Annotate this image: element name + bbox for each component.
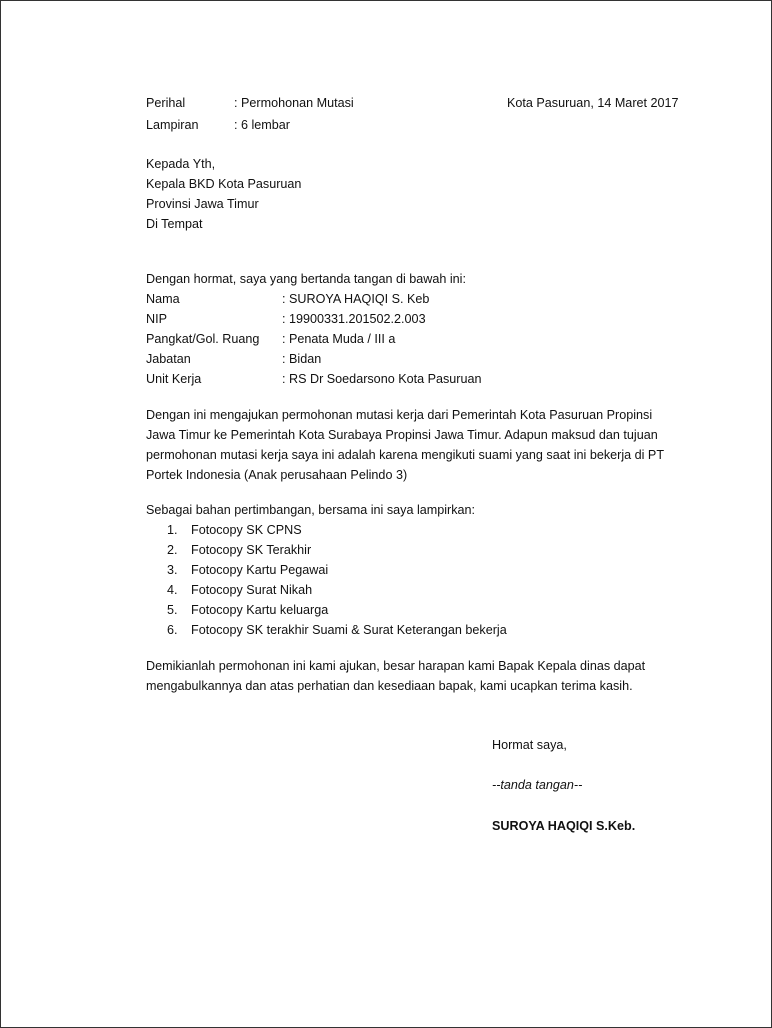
attachment-item: Fotocopy Kartu Pegawai bbox=[191, 563, 329, 577]
attachment-number: 4. bbox=[167, 583, 178, 597]
attachment-item: Fotocopy Surat Nikah bbox=[191, 583, 313, 597]
lampiran-value: : 6 lembar bbox=[234, 118, 290, 132]
attachment-item: Fotocopy SK Terakhir bbox=[191, 543, 312, 557]
identity-label: Jabatan bbox=[146, 352, 191, 366]
attachment-item: Fotocopy Kartu keluarga bbox=[191, 603, 329, 617]
identity-value: : Penata Muda / III a bbox=[282, 332, 396, 346]
recipient-line: Provinsi Jawa Timur bbox=[146, 197, 259, 211]
signature-greeting: Hormat saya, bbox=[492, 738, 567, 752]
intro-text: Dengan hormat, saya yang bertanda tangan di bawah ini: bbox=[146, 272, 466, 286]
attachments-intro: Sebagai bahan pertimbangan, bersama ini saya lampirkan: bbox=[146, 503, 476, 517]
attachment-item: Fotocopy SK CPNS bbox=[191, 523, 302, 537]
attachment-number: 3. bbox=[167, 563, 178, 577]
identity-value: : SUROYA HAQIQI S. Keb bbox=[282, 292, 430, 306]
body-paragraph-line: permohonan mutasi kerja saya ini adalah karena mengikuti suami yang saat ini bekerja di PT bbox=[146, 448, 665, 462]
identity-value: : RS Dr Soedarsono Kota Pasuruan bbox=[282, 372, 482, 386]
identity-label: Pangkat/Gol. Ruang bbox=[146, 332, 260, 346]
attachment-number: 6. bbox=[167, 623, 178, 637]
identity-value: : Bidan bbox=[282, 352, 322, 366]
attachment-number: 1. bbox=[167, 523, 178, 537]
recipient-line: Kepala BKD Kota Pasuruan bbox=[146, 177, 302, 191]
recipient-line: Di Tempat bbox=[146, 217, 203, 231]
recipient-line: Kepada Yth, bbox=[146, 157, 216, 171]
place-date: Kota Pasuruan, 14 Maret 2017 bbox=[507, 96, 679, 110]
closing-paragraph-line: Demikianlah permohonan ini kami ajukan, besar harapan kami Bapak Kepala dinas dapat bbox=[146, 659, 646, 673]
identity-label: Nama bbox=[146, 292, 180, 306]
attachment-item: Fotocopy SK terakhir Suami & Surat Keterangan bekerja bbox=[191, 623, 507, 637]
lampiran-label: Lampiran bbox=[146, 118, 199, 132]
perihal-value: : Permohonan Mutasi bbox=[234, 96, 354, 110]
identity-value: : 19900331.201502.2.003 bbox=[282, 312, 426, 326]
signatory-name: SUROYA HAQIQI S.Keb. bbox=[492, 819, 636, 833]
body-paragraph-line: Portek Indonesia (Anak perusahaan Pelindo 3) bbox=[146, 468, 408, 482]
attachment-number: 5. bbox=[167, 603, 178, 617]
signature-placeholder: --tanda tangan-- bbox=[492, 778, 583, 792]
identity-label: Unit Kerja bbox=[146, 372, 202, 386]
attachment-number: 2. bbox=[167, 543, 178, 557]
body-paragraph-line: Dengan ini mengajukan permohonan mutasi kerja dari Pemerintah Kota Pasuruan Propinsi bbox=[146, 408, 653, 422]
closing-paragraph-line: mengabulkannya dan atas perhatian dan kesediaan bapak, kami ucapkan terima kasih. bbox=[146, 679, 633, 693]
perihal-label: Perihal bbox=[146, 96, 186, 110]
identity-label: NIP bbox=[146, 312, 167, 326]
body-paragraph-line: Jawa Timur ke Pemerintah Kota Surabaya Propinsi Jawa Timur. Adapun maksud dan tujuan bbox=[146, 428, 658, 442]
